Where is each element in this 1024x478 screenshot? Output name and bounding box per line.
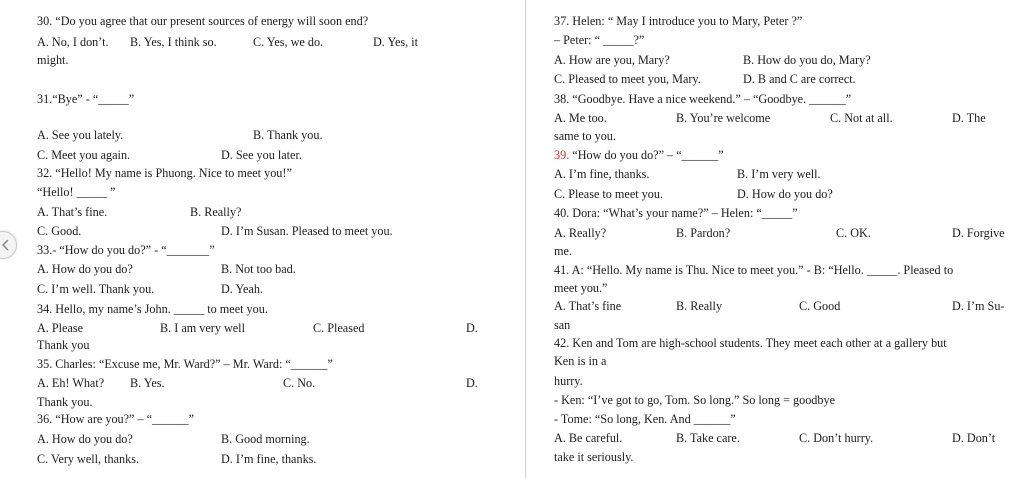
q38-option-c: C. Not at all. xyxy=(830,111,893,125)
q42-option-c: C. Don’t hurry. xyxy=(799,431,874,445)
q35-stem: 35. Charles: “Excuse me, Mr. Ward?” – Mr. Ward: “______” xyxy=(37,357,333,371)
q35-option-a: A. Eh! What? xyxy=(37,376,105,390)
q36-option-d: D. I’m fine, thanks. xyxy=(221,452,317,466)
column-divider xyxy=(525,0,526,478)
q30-option-b: B. Yes, I think so. xyxy=(130,35,217,49)
q30-option-d-cont: might. xyxy=(37,53,69,67)
q36-stem: 36. “How are you?” – “______” xyxy=(37,412,195,426)
q39-stem-text: “How do you do?” – “______” xyxy=(569,148,724,162)
q32-option-a: A. That’s fine. xyxy=(37,205,108,219)
q39-option-b: B. I’m very well. xyxy=(737,167,821,181)
q37-option-d: D. B and C are correct. xyxy=(743,72,856,86)
q41-option-d-cont: san xyxy=(554,318,571,332)
q34-option-b: B. I am very well xyxy=(160,321,245,335)
q32-stem-2: “Hello! _____ ” xyxy=(37,185,116,199)
q32-option-d: D. I’m Susan. Pleased to meet you. xyxy=(221,224,393,238)
q31-option-b: B. Thank you. xyxy=(253,128,323,142)
q41-stem: 41. A: “Hello. My name is Thu. Nice to meet you.” - B: “Hello. _____. Pleased to xyxy=(554,263,954,277)
q40-option-a: A. Really? xyxy=(554,226,607,240)
q42-option-b: B. Take care. xyxy=(676,431,740,445)
q39-option-d: D. How do you do? xyxy=(737,187,833,201)
q34-option-d: D. xyxy=(466,321,478,335)
q35-option-c: C. No. xyxy=(283,376,316,390)
q41-option-a: A. That’s fine xyxy=(554,299,622,313)
q37-option-b: B. How do you do, Mary? xyxy=(743,53,871,67)
q41-option-b: B. Really xyxy=(676,299,723,313)
q34-option-a: A. Please xyxy=(37,321,84,335)
q36-option-c: C. Very well, thanks. xyxy=(37,452,140,466)
q34-option-d-cont: Thank you xyxy=(37,338,90,352)
q30-option-c: C. Yes, we do. xyxy=(253,35,324,49)
q33-option-b: B. Not too bad. xyxy=(221,262,296,276)
q36-option-b: B. Good morning. xyxy=(221,432,310,446)
q31-option-d: D. See you later. xyxy=(221,148,302,162)
q42-option-d: D. Don’t xyxy=(952,431,996,445)
q38-stem: 38. “Goodbye. Have a nice weekend.” – “Goodbye. ______” xyxy=(554,92,852,106)
q30-option-a: A. No, I don’t. xyxy=(37,35,109,49)
q39-option-c: C. Please to meet you. xyxy=(554,187,663,201)
q31-stem: 31.“Bye” - “_____” xyxy=(37,92,135,106)
q31-option-c: C. Meet you again. xyxy=(37,148,131,162)
q42-stem-4: - Ken: “I’ve got to go, Tom. So long.” So long = goodbye xyxy=(554,393,836,407)
q40-option-d-cont: me. xyxy=(554,244,572,258)
q33-option-d: D. Yeah. xyxy=(221,282,263,296)
q35-option-d-cont: Thank you. xyxy=(37,395,93,409)
q42-option-a: A. Be careful. xyxy=(554,431,623,445)
q42-stem-5: - Tome: “So long, Ken. And ______” xyxy=(554,412,736,426)
q31-option-a: A. See you lately. xyxy=(37,128,124,142)
q40-option-c: C. OK. xyxy=(836,226,871,240)
q41-option-c: C. Good xyxy=(799,299,841,313)
q42-stem: 42. Ken and Tom are high-school students. They meet each other at a gallery but xyxy=(554,336,947,350)
page-scroll-handle[interactable] xyxy=(0,231,17,259)
q37-stem: 37. Helen: “ May I introduce you to Mary, Peter ?” xyxy=(554,14,803,28)
q35-option-b: B. Yes. xyxy=(130,376,165,390)
q32-option-b: B. Really? xyxy=(190,205,242,219)
q40-stem: 40. Dora: “What’s your name?” – Helen: “_____” xyxy=(554,206,798,220)
q38-option-d-cont: same to you. xyxy=(554,129,616,143)
right-column xyxy=(528,0,1024,478)
q34-stem: 34. Hello, my name’s John. _____ to meet you. xyxy=(37,302,268,316)
q39-number: 39. xyxy=(554,148,570,162)
q40-option-b: B. Pardon? xyxy=(676,226,731,240)
q41-option-d: D. I’m Su- xyxy=(952,299,1005,313)
q30-option-d: D. Yes, it xyxy=(373,35,419,49)
q30-stem: 30. “Do you agree that our present sources of energy will soon end? xyxy=(37,14,369,28)
q35-option-d: D. xyxy=(466,376,478,390)
chevron-left-icon xyxy=(2,239,10,251)
q37-option-a: A. How are you, Mary? xyxy=(554,53,670,67)
q34-option-c: C. Pleased xyxy=(313,321,365,335)
q32-stem: 32. “Hello! My name is Phuong. Nice to meet you!” xyxy=(37,166,292,180)
q38-option-b: B. You’re welcome xyxy=(676,111,771,125)
q38-option-d: D. The xyxy=(952,111,986,125)
q42-stem-2: Ken is in a xyxy=(554,354,607,368)
q40-option-d: D. Forgive xyxy=(952,226,1005,240)
q33-option-a: A. How do you do? xyxy=(37,262,133,276)
q42-option-d-cont: take it seriously. xyxy=(554,450,634,464)
q33-stem: 33.- “How do you do?” - “_______” xyxy=(37,243,215,257)
q32-option-c: C. Good. xyxy=(37,224,82,238)
q33-option-c: C. I’m well. Thank you. xyxy=(37,282,155,296)
q37-option-c: C. Pleased to meet you, Mary. xyxy=(554,72,701,86)
q42-stem-3: hurry. xyxy=(554,374,583,388)
q39-option-a: A. I’m fine, thanks. xyxy=(554,167,650,181)
q39-stem xyxy=(554,148,724,162)
q37-stem-2: – Peter: “ _____?” xyxy=(554,33,645,47)
q36-option-a: A. How do you do? xyxy=(37,432,133,446)
q38-option-a: A. Me too. xyxy=(554,111,607,125)
q41-stem-2: meet you.” xyxy=(554,281,608,295)
